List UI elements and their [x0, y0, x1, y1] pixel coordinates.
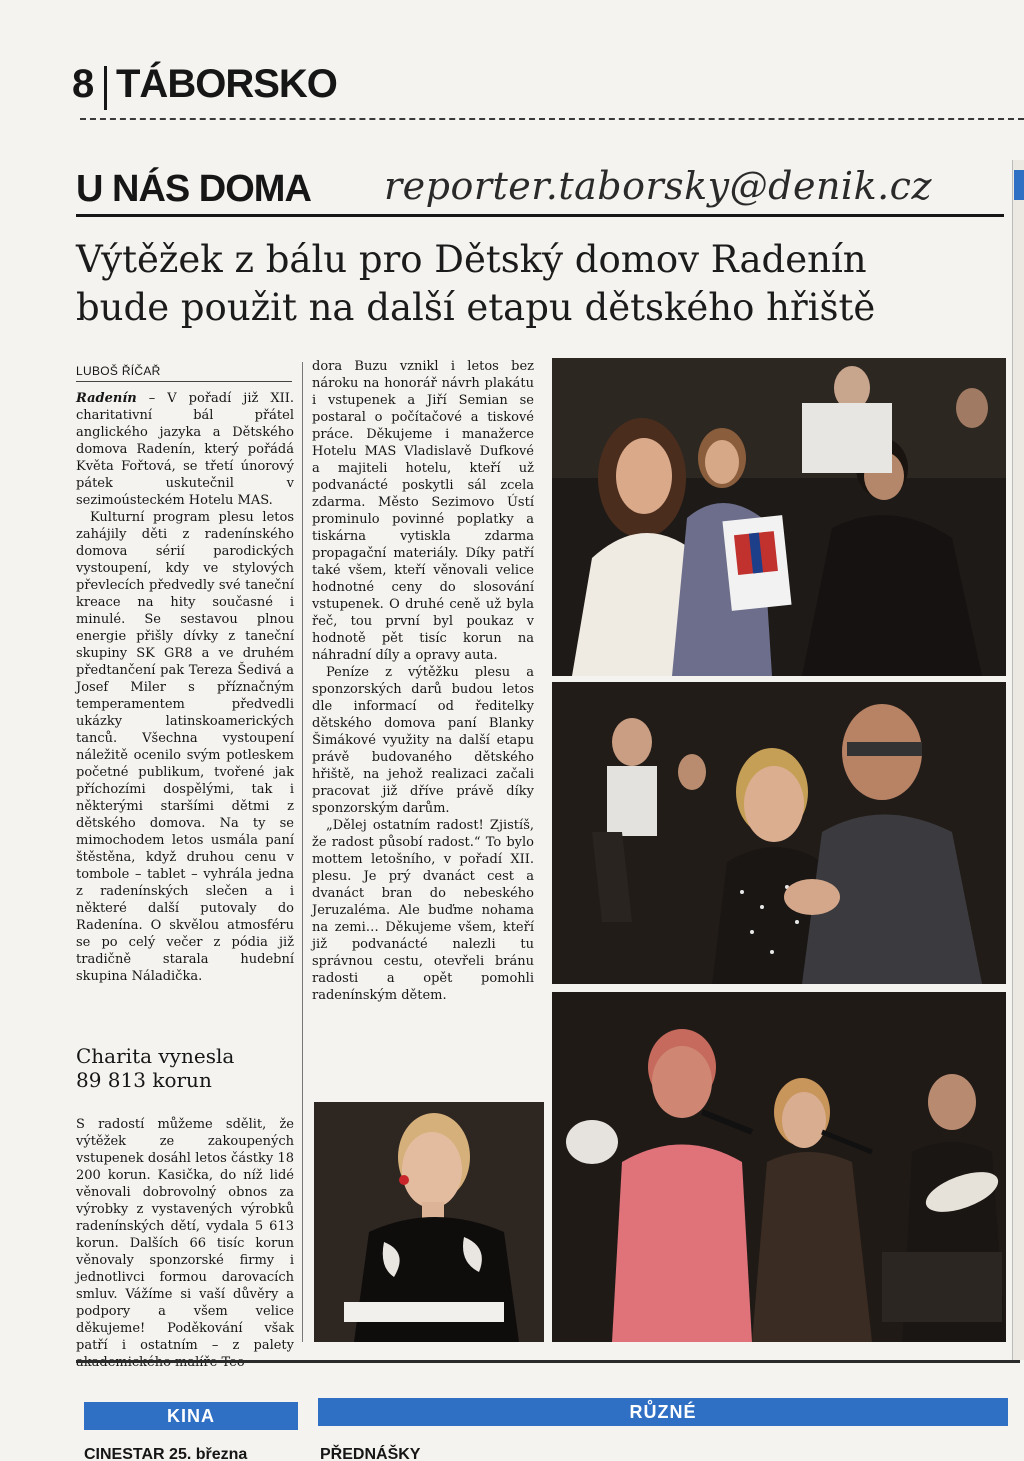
article-subheading [76, 1044, 296, 1092]
reporter-email[interactable]: reporter.taborsky@denik.cz [384, 164, 932, 208]
byline: LUBOŠ ŘÍČAŘ [76, 364, 161, 378]
byline-rule [76, 381, 292, 382]
photo-girl-dancer [314, 1102, 544, 1342]
subheading-line-2: 89 813 korun [76, 1068, 212, 1092]
headline-line-1: Výtěžek z bálu pro Dětský domov Radenín [76, 238, 867, 281]
rubric-title: U NÁS DOMA [76, 168, 311, 210]
article-paragraph: S radostí můžeme sdělit, že výtěžek ze zakoupených vstupenek dosáhl letos částky 18 200 korun. Kasička, do níž lidé věnovali dobrovolný obnos za výrobky z vystavených výrobků radenínských dětí, vydala 5 613 korun. Dalších 66 tisíc korun věnovaly sponzorské firmy i jednotlivci formou darovacích smluv. Vážíme si vaší důvěry a podpory a všem velice děkujeme! Poděkování však patří i ostatním – z palety [76, 1117, 294, 1353]
article-paragraph: Kulturní program plesu letos zahájily děti z radenínského domova sérií parodických vystoupení, kdy ve stylových převlecích předvedly své taneční kreace na hity současné i minulé. Se sestavou plnou energie přišly dívky z taneční skupiny SK GR8 a ve druhém předtančení pak Tereza Šedivá a Josef Miler s příznačným temperamentem předvedli ukázky latinskoamerických tanců. Všechna vystoupení náležitě ocenilo svým potleskem početné publikum, tvořené jak příchozími dospělými, tak i některými staršími dětmi z dětského domova. Na ty se mimochodem letos usmála paní štěstěna, když druhou cenu v tombole – tablet – vyhrála jedna z radenínských slečen a i některé další putovaly do Radenína. O skvělou atmosféru se po celý večer z pódia již tradičně starala hudební skupina Náladička. [76, 510, 294, 984]
section-title: TÁBORSKO [116, 62, 337, 106]
kina-section-bar: KINA [84, 1402, 298, 1430]
ruzne-section-bar: RŮZNÉ [318, 1398, 1008, 1426]
lead-text: – V pořadí již XII. charitativní bál přátel anglického jazyka a Dětského domova Radenín, který pořádá Květa Fořtová, se třetí únorový pátek uskutečnil v sezimoústeckém Hotelu MAS. [76, 391, 294, 508]
header-dashed-rule [80, 118, 1024, 120]
adjacent-page-accent [1014, 170, 1024, 200]
article-paragraph: dora Buzu vznikl i letos bez nároku na honorář návrh plakátu i vstupenek a Jiří Semian se postaral o počítačové a tiskové práce. Děkujeme i manažerce Hotelu MAS Vladislavě Dufkové a majiteli hotelu, kteří už podvanácté poskytli sál zcela zdarma. Město Sezimovo Ústí prominulo povinné poplatky a tiskárna vytiskla zdarma propagační materiály. Díky patří také všem, kteří věnovali velice hodnotné ceny do slosování vstupenek. O druhé ceně už byla řeč, tou první byl poukaz v hodnotě pět tisíc korun na náhradní díly a opravy auta. [312, 359, 534, 663]
headline-line-2: bude použit na další etapu dětského hřiště [76, 286, 876, 329]
article-paragraph: Peníze z výtěžku plesu a sponzorských darů budou letos dle informací od ředitelky dětského domova paní Blanky Šimákové využity na další etapu právě budovaného dětského hřiště, na jehož realizaci začali pracovat již dříve právě díky sponzorským darům. [312, 665, 534, 816]
article-column-1-continued [76, 1116, 294, 1371]
rubric-rule [76, 214, 1004, 217]
page-number-separator [104, 66, 107, 110]
prednasky-listing: PŘEDNÁŠKY [320, 1446, 421, 1461]
adjacent-page-edge [1012, 160, 1024, 1360]
article-paragraph [76, 390, 294, 509]
article-column-1 [76, 390, 294, 985]
section-bottom-rule [76, 1360, 1020, 1363]
column-rule [302, 362, 303, 1342]
article-headline [76, 236, 1006, 332]
subheading-line-1: Charita vynesla [76, 1044, 235, 1068]
article-paragraph: „Dělej ostatním radost! Zjistíš, že radost působí radost.“ To bylo mottem letošního, v pořadí XII. plesu. Je prý dvanáct cest a dvanáct bran do nebeského Jeruzaléma. Ale buďme nohama na zemi… Děkujeme všem, kteří již podvanácté nalezli tu správnou cestu, otevřeli bránu radosti a opět pomohli radenínským dětem. [312, 818, 534, 1003]
photo-band-singers [552, 992, 1006, 1342]
page-number: 8 [72, 62, 94, 106]
photo-ball-awards [552, 358, 1006, 676]
article-column-2 [312, 358, 534, 1004]
photo-dancing-couple [552, 682, 1006, 984]
dateline: Radenín [76, 391, 137, 406]
cinestar-listing: CINESTAR 25. března [84, 1446, 248, 1461]
